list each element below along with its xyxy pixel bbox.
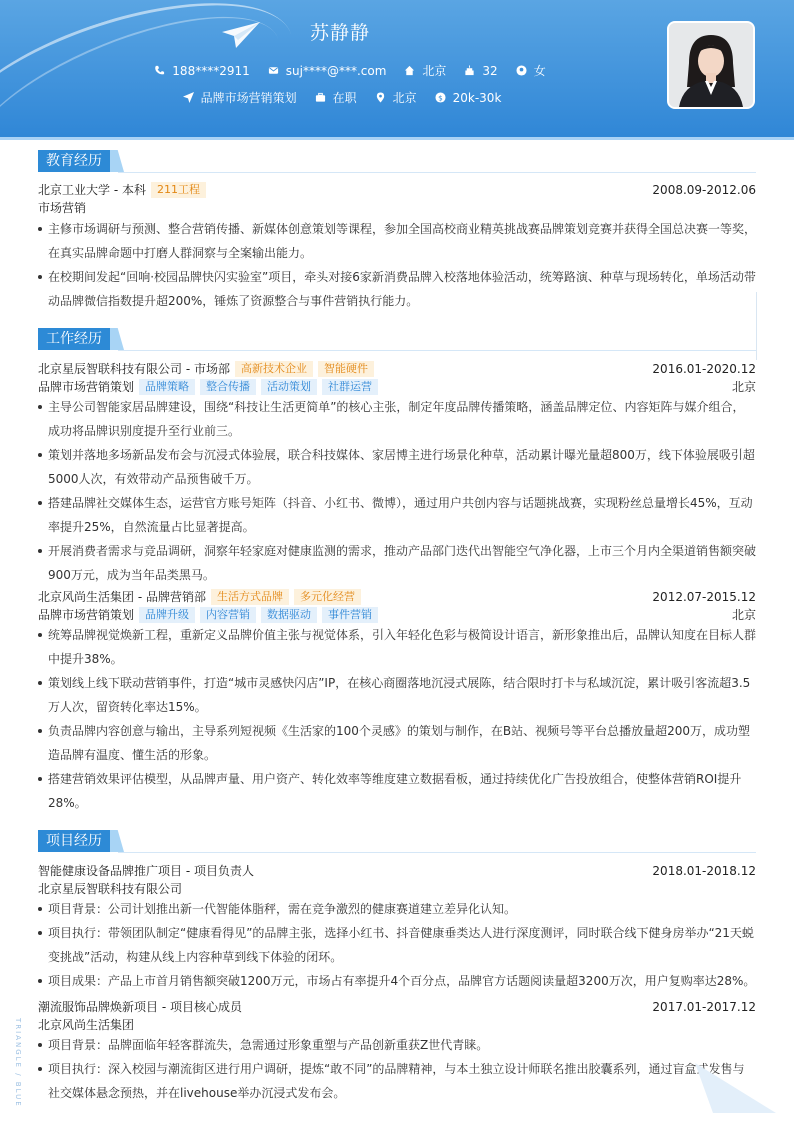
contact-row: [0, 62, 700, 79]
resume-header: [0, 0, 794, 140]
section-heading: 工作经历: [38, 328, 110, 350]
portrait-image: [669, 23, 753, 107]
company-badge: 多元化经营: [294, 589, 361, 605]
project-header: [38, 862, 756, 880]
skill-tag: 活动策划: [261, 379, 317, 395]
user-icon: [516, 65, 527, 76]
section-title-education: [38, 150, 110, 172]
email-item: [268, 64, 387, 78]
skill-tag: 品牌升级: [139, 607, 195, 623]
project-org: 北京星辰智联科技有限公司: [38, 882, 183, 896]
list-item: 项目背景：品牌面临年轻客群流失，急需通过形象重塑与产品创新重获Z世代青睐。: [38, 1033, 756, 1057]
skill-tag: 数据驱动: [261, 607, 317, 623]
gender-item: [516, 62, 546, 79]
company-name: 北京风尚生活集团 - 品牌营销部: [38, 590, 206, 604]
section-heading: 教育经历: [38, 150, 110, 172]
skill-tag: 事件营销: [322, 607, 378, 623]
list-item: 搭建营销效果评估模型，从品牌声量、用户资产、转化效率等维度建立数据看板，通过持续优化广告投放组合，使整体营销ROI提升28%。: [38, 767, 756, 815]
target-city-text: 北京: [392, 91, 417, 105]
project-date: 2017.01-2017.12: [652, 1000, 756, 1014]
list-item: 项目执行：带领团队制定“健康看得见”的品牌主张，选择小红书、抖音健康垂类达人进行深度测评，同时联合线下健身房举办“21天蜕变挑战”活动，构建从线上内容种草到线下体验的闭环。: [38, 921, 756, 969]
email-text: suj****@***.com: [285, 63, 387, 78]
side-watermark: TRIANGLE / BLUE: [14, 1018, 22, 1108]
send-icon: [183, 92, 194, 103]
job-header: [38, 360, 756, 378]
email-icon: [268, 65, 279, 76]
briefcase-icon: [315, 92, 326, 103]
svg-text:$: $: [437, 93, 443, 103]
target-job-item: [183, 89, 297, 106]
education-date: 2008.09-2012.06: [652, 183, 756, 197]
job-date: 2016.01-2020.12: [652, 362, 756, 376]
job-header: [38, 588, 756, 606]
location-item: [404, 62, 446, 79]
education-header: [38, 181, 756, 199]
company-badge: 高新技术企业: [235, 361, 313, 377]
section-divider: [118, 852, 756, 853]
project-bullets: [38, 1033, 756, 1105]
job-bullets: [38, 395, 756, 587]
gender-text: 女: [533, 64, 546, 78]
salary-text: 20k-30k: [452, 90, 502, 105]
list-item: 在校期间发起“回响·校园品牌快闪实验室”项目，牵头对接6家新消费品牌入校落地体验活动，统筹路演、种草与现场转化，单场活动带动品牌微信指数提升超200%，锤炼了资源整合与事件营销执行能力。: [38, 265, 756, 313]
status-item: [315, 89, 357, 106]
job-city: 北京: [731, 380, 756, 394]
phone-text: 188****2911: [172, 63, 250, 78]
project-header: [38, 998, 756, 1016]
job-city: 北京: [731, 608, 756, 622]
section-title-work: [38, 328, 110, 350]
school-name: 北京工业大学 - 本科: [38, 183, 146, 197]
list-item: 策划并落地多场新品发布会与沉浸式体验展，联合科技媒体、家居博主进行场景化种草，活动累计曝光量超800万，线下体验展吸引超5000人次，有效带动产品预售破千万。: [38, 443, 756, 491]
project-name: 智能健康设备品牌推广项目 - 项目负责人: [38, 864, 254, 878]
company-badge: 生活方式品牌: [211, 589, 289, 605]
company-name: 北京星辰智联科技有限公司 - 市场部: [38, 362, 230, 376]
project-org-row: [38, 880, 756, 898]
job-position: 品牌市场营销策划: [38, 608, 135, 622]
skill-tag: 内容营销: [200, 607, 256, 623]
candidate-name: 苏静静: [309, 22, 370, 44]
home-icon: [404, 65, 415, 76]
major-name: 市场营销: [38, 201, 87, 215]
education-bullets: [38, 217, 756, 313]
section-title-projects: [38, 830, 110, 852]
list-item: 搭建品牌社交媒体生态，运营官方账号矩阵（抖音、小红书、微博），通过用户共创内容与话题挑战赛，实现粉丝总量增长45%，互动率提升25%，自然流量占比显著提高。: [38, 491, 756, 539]
phone-icon: [154, 65, 165, 76]
job-date: 2012.07-2015.12: [652, 590, 756, 604]
project-date: 2018.01-2018.12: [652, 864, 756, 878]
list-item: 项目背景：公司计划推出新一代智能体脂秤，需在竞争激烈的健康赛道建立差异化认知。: [38, 897, 756, 921]
project-org-row: [38, 1016, 756, 1034]
list-item: 负责品牌内容创意与输出，主导系列短视频《生活家的100个灵感》的策划与制作，在B站、视频号等平台总播放量超200万，成功塑造品牌有温度、懂生活的形象。: [38, 719, 756, 767]
section-divider: [118, 350, 756, 351]
skill-tag: 整合传播: [200, 379, 256, 395]
list-item: 主导公司智能家居品牌建设，围绕“科技让生活更简单”的核心主张，制定年度品牌传播策略，涵盖品牌定位、内容矩阵与媒介组合，成功将品牌识别度提升至行业前三。: [38, 395, 756, 443]
section-divider: [118, 172, 756, 173]
list-item: 开展消费者需求与竞品调研，洞察年轻家庭对健康监测的需求，推动产品部门迭代出智能空气净化器，上市三个月内全渠道销售额突破900万元，成为当年品类黑马。: [38, 539, 756, 587]
location-pin-icon: [375, 92, 386, 103]
job-position-row: [38, 378, 756, 396]
age-text: 32: [482, 63, 498, 78]
major-row: [38, 199, 756, 217]
profile-photo: [667, 21, 755, 109]
job-position-row: [38, 606, 756, 624]
company-badge: 智能硬件: [318, 361, 374, 377]
list-item: 策划线上线下联动营销事件，打造“城市灵感快闪店”IP，在核心商圈落地沉浸式展陈，结合限时打卡与私域沉淀，累计吸引客流超3.5万人次，留资转化率达15%。: [38, 671, 756, 719]
job-intent-row: [0, 89, 692, 106]
list-item: 统筹品牌视觉焕新工程，重新定义品牌价值主张与视觉体系，引入年轻化色彩与极简设计语言，新形象推出后，品牌认知度在目标人群中提升38%。: [38, 623, 756, 671]
cake-icon: [464, 65, 475, 76]
project-org: 北京风尚生活集团: [38, 1018, 135, 1032]
project-name: 潮流服饰品牌焕新项目 - 项目核心成员: [38, 1000, 242, 1014]
section-heading: 项目经历: [38, 830, 110, 852]
project-bullets: [38, 897, 756, 993]
target-city-item: [375, 89, 417, 106]
divider-line: [756, 292, 757, 360]
phone-item: [154, 64, 249, 78]
list-item: 项目成果：产品上市首月销售额突破1200万元，市场占有率提升4个百分点，品牌官方话题阅读量超3200万次，用户复购率达28%。: [38, 969, 756, 993]
job-position: 品牌市场营销策划: [38, 380, 135, 394]
status-text: 在职: [332, 91, 357, 105]
salary-item: [435, 91, 502, 105]
target-job-text: 品牌市场营销策划: [200, 91, 297, 105]
job-bullets: [38, 623, 756, 815]
list-item: 项目执行：深入校园与潮流街区进行用户调研，提炼“敢不同”的品牌精神，与本土独立设计师联名推出胶囊系列，通过盲盒式发售与社交媒体悬念预热，并在livehouse举办沉浸式发布会。: [38, 1057, 756, 1105]
age-item: [464, 64, 497, 78]
school-badge: 211工程: [151, 182, 206, 198]
skill-tag: 品牌策略: [139, 379, 195, 395]
location-text: 北京: [422, 64, 447, 78]
list-item: 主修市场调研与预测、整合营销传播、新媒体创意策划等课程，参加全国高校商业精英挑战赛品牌策划竞赛并获得全国总决赛一等奖，在真实品牌命题中打磨人群洞察与全案输出能力。: [38, 217, 756, 265]
skill-tag: 社群运营: [322, 379, 378, 395]
salary-icon: [435, 92, 446, 103]
